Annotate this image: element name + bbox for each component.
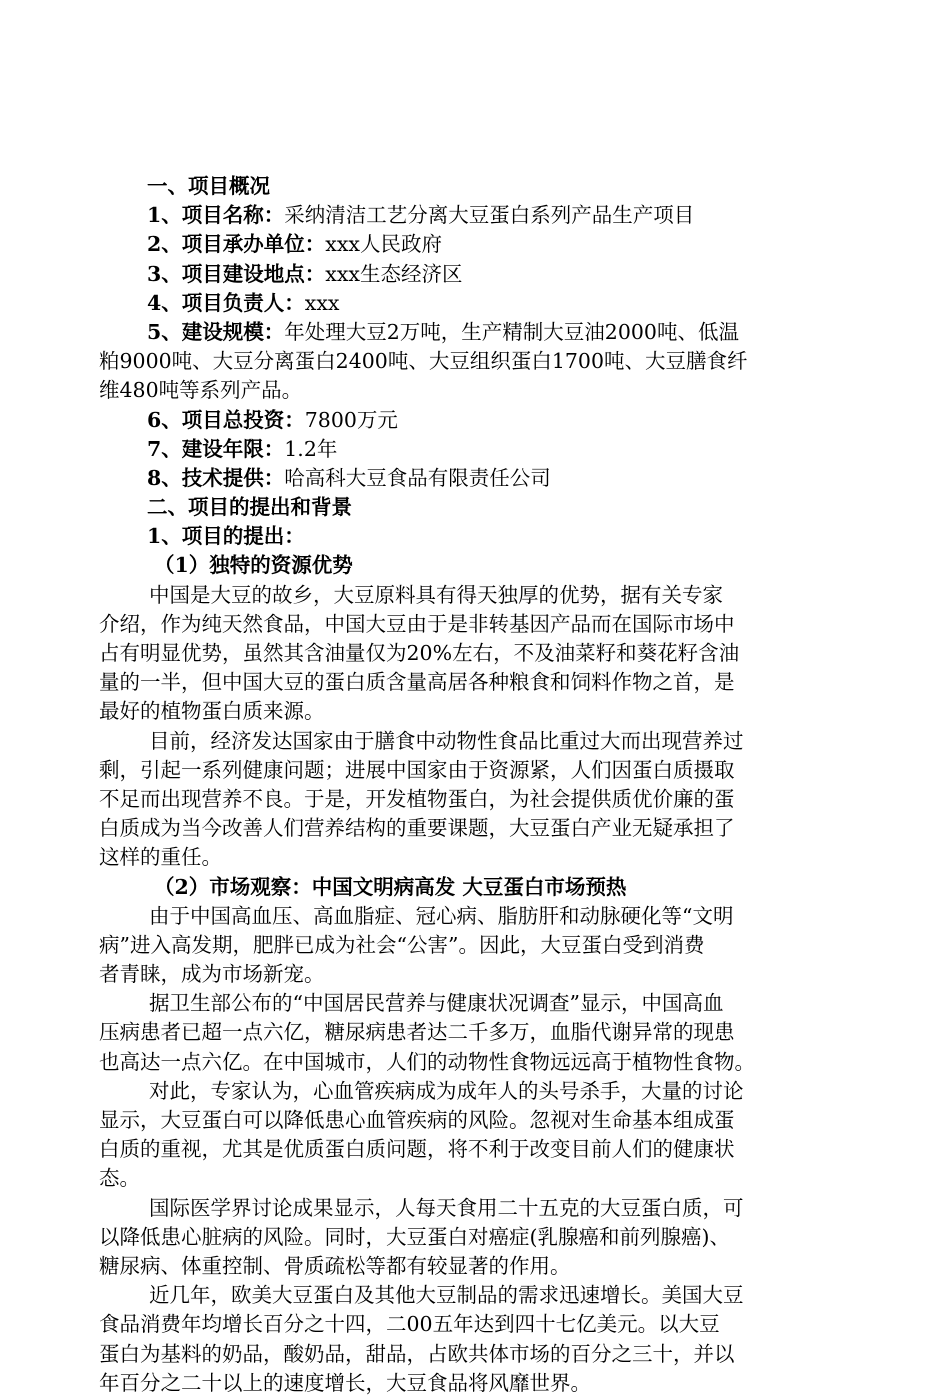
paragraph-line: 剩，引起一系列健康问题；进展中国家由于资源紧，人们因蛋白质摄取 [99, 757, 735, 782]
paragraph-line: 白质成为当今改善人们营养结构的重要课题，大豆蛋白产业无疑承担了 [99, 816, 735, 841]
paragraph-line: 态。 [99, 1166, 140, 1191]
paragraph-line: 目前，经济发达国家由于膳食中动物性食品比重过大而出现营养过 [149, 728, 744, 753]
paragraph-line: 年百分之二十以上的速度增长，大豆食品将风靡世界。 [99, 1370, 591, 1395]
paragraph-nutrition [99, 727, 851, 873]
document-page [99, 172, 851, 1398]
paragraph-line: 显示，大豆蛋白可以降低患心血管疾病的风险。忽视对生命基本组成蛋 [99, 1108, 735, 1132]
item-label: 2、项目承办单位： [147, 232, 326, 257]
section2-heading: 二、项目的提出和背景 [147, 495, 352, 520]
paragraph-line: 中国是大豆的故乡，大豆原料具有得天独厚的优势，据有关专家 [149, 582, 723, 607]
item-investment [99, 406, 851, 435]
paragraph-line: 压病患者已超一点六亿，糖尿病患者达二千多万，血脂代谢异常的现患 [99, 1020, 735, 1045]
item-label: 3、项目建设地点： [147, 261, 326, 286]
item-value: 哈高科大豆食品有限责任公司 [284, 465, 551, 490]
item-scale-line [99, 318, 851, 347]
item-label: 7、建设年限： [147, 436, 285, 461]
paragraph-line: 由于中国高血压、高血脂症、冠心病、脂肪肝和动脉硬化等“文明 [149, 903, 734, 928]
paragraph-line: 量的一半，但中国大豆的蛋白质含量高居各种粮食和饲料作物之首，是 [99, 670, 735, 695]
item-label: 5、建设规模： [147, 319, 285, 344]
paragraph-line: 者青睐，成为市场新宠。 [99, 962, 325, 987]
paragraph-line: 以降低患心脏病的风险。同时，大豆蛋白对癌症(乳腺癌和前列腺癌)、 [99, 1224, 730, 1249]
paragraph-line: 也高达一点六亿。在中国城市，人们的动物性食物远远高于植物性食物。 [99, 1049, 755, 1074]
section1-heading: 一、项目概况 [147, 174, 270, 198]
item-scale-line: 维480吨等系列产品。 [99, 378, 303, 403]
item-undertaking-unit [99, 230, 851, 259]
paragraph-line: 对此，专家认为，心血管疾病成为成年人的头号杀手，大量的讨论 [149, 1078, 744, 1103]
item-duration [99, 435, 851, 464]
paragraph-line: 近几年，欧美大豆蛋白及其他大豆制品的需求迅速增长。美国大豆 [149, 1283, 744, 1308]
item-value: 7800万元 [304, 407, 398, 432]
paragraph-line: 蛋白为基料的奶品，酸奶品，甜品，占欧共体市场的百分之三十，并以 [99, 1341, 735, 1366]
item-value: xxx [304, 290, 340, 315]
item-value: 采纳清洁工艺分离大豆蛋白系列产品生产项目 [284, 203, 695, 228]
item-value: 1.2年 [284, 436, 338, 461]
item-leader [99, 289, 851, 318]
item-label: 6、项目总投资： [147, 407, 305, 432]
paragraph-market [99, 902, 851, 990]
item-label: 1、项目名称： [147, 203, 285, 228]
paragraph-line: 这样的重任。 [99, 845, 222, 870]
item-label: 8、技术提供： [147, 465, 285, 490]
item-value: 年处理大豆2万吨，生产精制大豆油2000吨、低温 [284, 319, 739, 344]
paragraph-line: 糖尿病、体重控制、骨质疏松等都有较显著的作用。 [99, 1253, 571, 1278]
paragraph-line: 白质的重视，尤其是优质蛋白质问题，将不利于改变目前人们的健康状 [99, 1137, 735, 1162]
paragraph-line: 病”进入高发期，肥胖已成为社会“公害”。因此，大豆蛋白受到消费 [99, 932, 705, 957]
item-value: xxx人民政府 [325, 232, 442, 257]
paragraph-line: 不足而出现营养不良。于是，开发植物蛋白，为社会提供质优价廉的蛋 [99, 786, 735, 811]
subsection-heading: 1、项目的提出： [147, 524, 305, 549]
paragraph-line: 占有明显优势，虽然其含油量仅为20%左右，不及油菜籽和葵花籽含油 [99, 641, 740, 665]
paragraph-line: 最好的植物蛋白质来源。 [99, 699, 325, 724]
paragraph-line: 食品消费年均增长百分之十四，二00五年达到四十七亿美元。以大豆 [99, 1312, 720, 1337]
paragraph-expert [99, 1077, 851, 1194]
item-tech-provider [99, 464, 851, 493]
paragraph-line: 介绍，作为纯天然食品，中国大豆由于是非转基因产品而在国际市场中 [99, 611, 735, 636]
item-label: 4、项目负责人： [147, 290, 305, 315]
subsection-heading: （2）市场观察：中国文明病高发 大豆蛋白市场预热 [154, 874, 627, 899]
paragraph-line: 国际医学界讨论成果显示，人每天食用二十五克的大豆蛋白质，可 [149, 1195, 744, 1220]
item-location [99, 260, 851, 289]
subsection-heading: （1）独特的资源优势 [154, 553, 353, 578]
item-project-name [99, 201, 851, 230]
paragraph-demand [99, 1281, 851, 1398]
item-scale-line: 粕9000吨、大豆分离蛋白2400吨、大豆组织蛋白1700吨、大豆膳食纤 [99, 349, 748, 374]
item-value: xxx生态经济区 [325, 261, 463, 286]
paragraph-line: 据卫生部公布的“中国居民营养与健康状况调查”显示，中国高血 [149, 991, 724, 1016]
paragraph-survey [99, 989, 851, 1077]
paragraph-resource [99, 581, 851, 727]
paragraph-medical [99, 1194, 851, 1282]
item-scale [99, 318, 851, 406]
